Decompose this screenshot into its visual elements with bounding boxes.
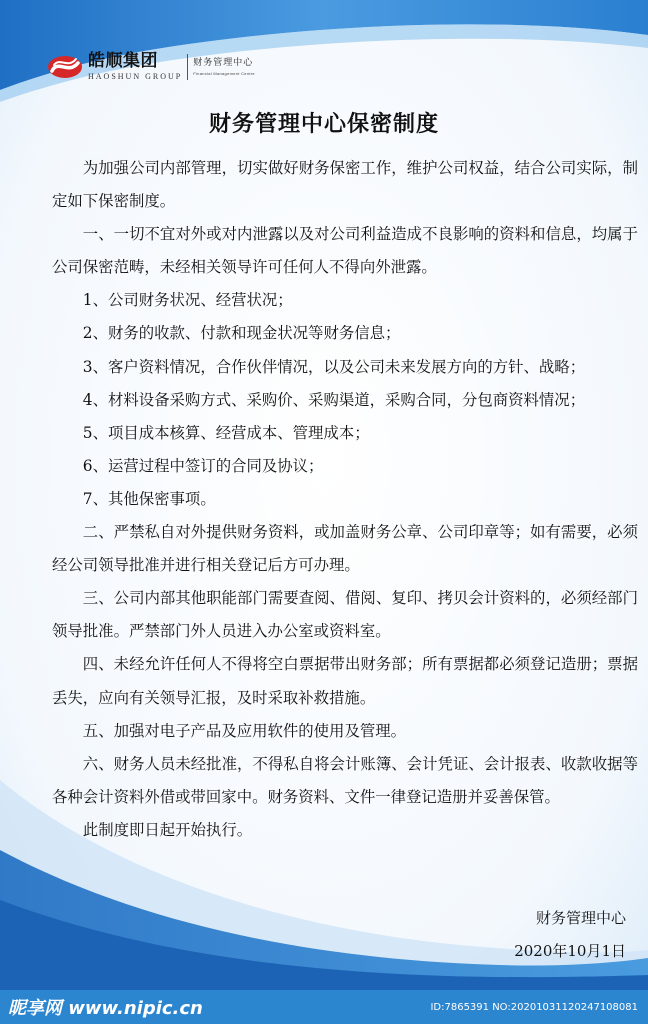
department-name-cn: 财务管理中心	[193, 57, 254, 68]
swirl-logo-icon	[46, 53, 84, 81]
list-item: 2、财务的收款、付款和现金状况等财务信息；	[82, 324, 401, 343]
department	[193, 59, 255, 76]
watermark-id: ID:7865391 NO:20201031120247108081	[430, 1002, 638, 1013]
header	[46, 50, 255, 84]
list-item: 1、公司财务状况、经营状况；	[82, 291, 293, 310]
signature-date: 2020年10月1日	[514, 942, 626, 960]
paragraph-clause-1: 一、一切不宜对外或对内泄露以及对公司利益造成不良影响的资料和信息，均属于公司保密范畴，未经相关领导许可任何人不得向外泄露。	[52, 225, 638, 277]
paragraph-clause-5: 五、加强对电子产品及应用软件的使用及管理。	[82, 721, 407, 740]
paragraph-clause-6: 六、财务人员未经批准，不得私自将会计账簿、会计凭证、会计报表、收款收据等各种会计资料外借或带回家中。财务资料、文件一律登记造册并妥善保管。	[52, 754, 638, 806]
brand-name-en: HAOSHUN GROUP	[88, 72, 183, 81]
list-item: 3、客户资料情况，合作伙伴情况，以及公司未来发展方向的方针、战略；	[82, 357, 586, 376]
paragraph-intro: 为加强公司内部管理，切实做好财务保密工作，维护公司权益，结合公司实际，制定如下保密制度。	[52, 159, 638, 211]
paragraph-clause-2: 二、严禁私自对外提供财务资料，或加盖财务公章、公司印章等；如有需要，必须经公司领导批准并进行相关登记后方可办理。	[52, 523, 638, 575]
signature-org: 财务管理中心	[535, 909, 626, 927]
document-title: 财务管理中心保密制度	[208, 112, 439, 137]
paragraph-closing: 此制度即日起开始执行。	[82, 820, 253, 839]
paragraph-clause-3: 三、公司内部其他职能部门需要查阅、借阅、复印、拷贝会计资料的，必须经部门领导批准。严禁部门外人员进入办公室或资料室。	[52, 589, 638, 641]
department-name-en: Financial Management Centre	[193, 70, 255, 76]
brand-name-cn: 皓顺集团	[88, 51, 158, 71]
signature-block	[514, 902, 626, 968]
list-item: 4、材料设备采购方式、采购价、采购渠道，采购合同，分包商资料情况；	[82, 390, 586, 409]
list-item: 5、项目成本核算、经营成本、管理成本；	[82, 423, 370, 442]
watermark-logo: 昵享网 www.nipic.cn	[8, 998, 203, 1019]
document-body	[52, 152, 638, 847]
list-item: 7、其他保密事项。	[82, 489, 216, 508]
paragraph-clause-4: 四、未经允许任何人不得将空白票据带出财务部；所有票据都必须登记造册；票据丢失，应向有关领导汇报，及时采取补救措施。	[52, 655, 638, 707]
header-divider	[187, 54, 188, 80]
brand	[88, 53, 182, 81]
list-item: 6、运营过程中签订的合同及协议；	[82, 456, 324, 475]
